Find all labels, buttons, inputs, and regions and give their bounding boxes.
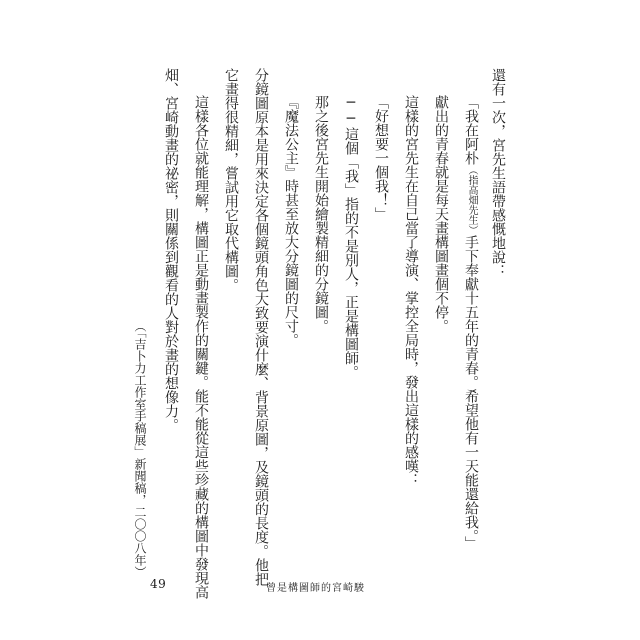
text-line-4 [404,95,418,487]
text-line-3-content: 獻出的青春就是每天畫構圖畫個不停。 [433,95,449,333]
text-line-1 [491,68,505,278]
text-line-6 [344,95,358,379]
text-line-5 [374,95,388,221]
text-line-2-note: （指高畑先生） [466,165,477,235]
text-line-12-content: 畑、宮崎動畫的祕密，則關係到觀看的人對於畫的想像力。 [163,68,179,432]
text-line-10-content: 它畫得很精細，嘗試用它取代構圖。 [223,68,239,292]
text-line-7 [314,95,328,333]
text-line-2-part-b: 手下奉獻十五年的青春。希望他有一天能還給我。」 [463,235,479,550]
text-line-9 [254,68,268,586]
text-line-2-part-a: 「我在阿朴 [463,95,479,165]
text-line-9-content: 分鏡圖原本是用來決定各個鏡頭角色大致要演什麼、背景原圖，及鏡頭的長度。他把 [253,68,269,586]
source-citation [134,320,146,578]
text-line-3 [434,95,448,333]
text-line-7-content: 那之後宮先生開始繪製精細的分鏡圖。 [313,95,329,333]
text-line-10 [224,68,238,292]
text-line-1-content: 還有一次，宮先生語帶感慨地說： [490,68,506,278]
page-number: 49 [150,577,167,591]
text-line-2 [464,95,478,550]
running-title: 曾是構圖師的宮崎駿 [266,583,365,594]
text-line-11 [194,95,208,599]
text-line-8-content: 『魔法公主』時甚至放大分鏡圖的尺寸。 [283,95,299,347]
text-line-5-content: 「好想要一個我！」 [373,95,389,221]
text-line-12 [164,68,178,432]
text-line-8 [284,95,298,347]
text-line-4-content: 這樣的宮先生在自己當了導演、掌控全局時，發出這樣的感嘆： [403,95,419,487]
text-line-11-content: 這樣各位就能理解，構圖正是動畫製作的關鍵。能不能從這些珍藏的構圖中發現高 [193,95,209,599]
source-citation-text: （「吉卜力工作室手稿展」新聞稿，二〇〇八年） [133,320,147,578]
text-line-6-content: ──這個「我」指的不是別人，正是構圖師。 [343,95,359,379]
